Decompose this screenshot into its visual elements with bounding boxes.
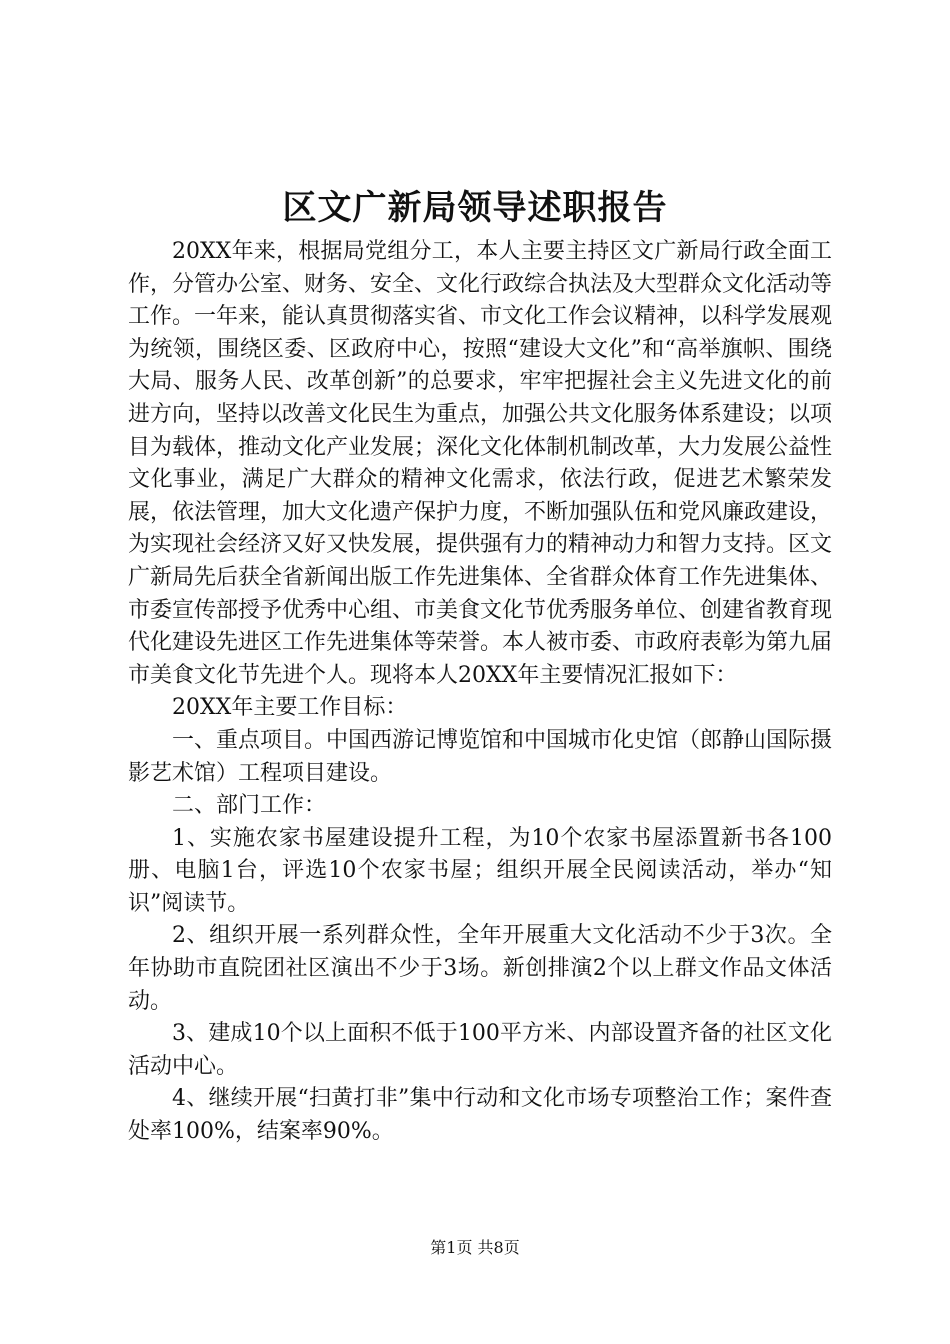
work-item-3: 3、建成10个以上面积不低于100平方米、内部设置齐备的社区文化活动中心。 — [128, 1021, 832, 1079]
work-item-1: 1、实施农家书屋建设提升工程，为10个农家书屋添置新书各100册、电脑1台，评选10个农家书屋；组织开展全民阅读活动，举办“知识”阅读节。 — [128, 825, 832, 916]
document-title: 区文广新局领导述职报告 — [282, 188, 668, 228]
goals-heading: 20XX年主要工作目标： — [172, 695, 408, 721]
work-item-4: 4、继续开展“扫黄打非”集中行动和文化市场专项整治工作；案件查处率100%，结案率90%。 — [128, 1086, 832, 1145]
page-number-footer: 第1页 共8页 — [430, 1238, 520, 1257]
department-work-heading: 二、部门工作： — [172, 793, 327, 819]
key-project-paragraph: 一、重点项目。中国西游记博览馆和中国城市化史馆（郎静山国际摄影艺术馆）工程项目建设。 — [128, 727, 833, 786]
document-body — [128, 236, 832, 1149]
work-item-2: 2、组织开展一系列群众性，全年开展重大文化活动不少于3次。全年协助市直院团社区演出不少于3场。新创排演2个以上群文作品文体活动。 — [128, 923, 832, 1014]
intro-paragraph: 20XX年来，根据局党组分工，本人主要主持区文广新局行政全面工作，分管办公室、财务、安全、文化行政综合执法及大型群众文化活动等工作。一年来，能认真贯彻落实省、市文化工作会议精神，以科学发展观为统领，围绕区委、区政府中心，按照“建设大文化”和“高举旗帜、围绕大局、服务人民、改革创新”的总要求，牢牢把握社会主义先进文化的前进方向，坚持以改善文化民生为重点，加强公共文化服务体系建设；以项目为载体，推动文化产业发展；深化文化体制机制改革，大力发展公益性文化事业，满足广大群众的精神文化需求，依法行政，促进艺术繁荣发展，依法管理，加大文化遗产保护力度，不断加强队伍和党风廉政建设，为实现社会经济又好又快发展，提供强有力的精神动力和智力支持。区文广新局先后获全省新闻出版工作先进集体、全省群众体育工作先进集体、市委宣传部授予优秀中心组、市美食文化节优秀服务单位、创建省教育现代化建设先进区工作先进集体等荣誉。本人被市委、市政府表彰为第九届市美食文化节先进个人。现将本人20XX年主要情况汇报如下： — [128, 239, 833, 688]
